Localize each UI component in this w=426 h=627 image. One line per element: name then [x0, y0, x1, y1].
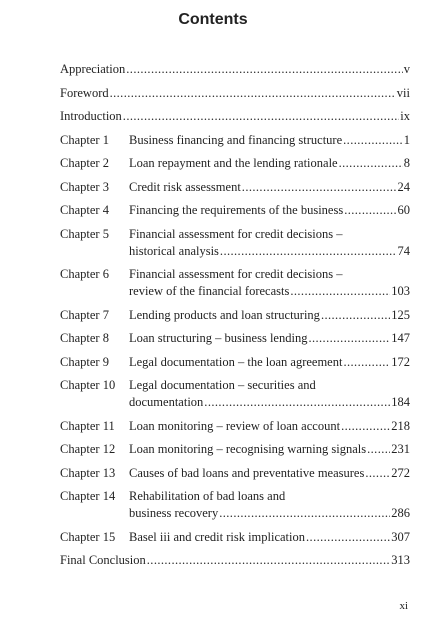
entry-title: Loan monitoring – review of loan account — [129, 418, 341, 433]
entry-title: Legal documentation – securities and — [129, 378, 316, 392]
dot-leader — [242, 179, 397, 196]
entry-page-number: v — [403, 62, 410, 76]
toc-entry — [60, 85, 410, 109]
chapter-label: Chapter 12 — [60, 442, 116, 456]
entry-title: Foreword — [60, 85, 109, 100]
toc-entry-line — [60, 354, 410, 371]
toc-entry-line — [60, 552, 410, 569]
entry-page-number: 286 — [391, 506, 410, 520]
toc-entry-line-continued — [60, 243, 410, 260]
entry-page-number: 60 — [397, 203, 410, 217]
entry-title: Loan monitoring – recognising warning signals — [129, 442, 367, 456]
toc-entry-line — [60, 529, 410, 546]
entry-title: Loan structuring – business lending — [129, 331, 308, 345]
toc-entry — [60, 354, 410, 378]
dot-leader — [308, 330, 390, 347]
page-number: xi — [399, 600, 408, 612]
entry-page-number: 125 — [391, 307, 410, 322]
toc-entry-line — [60, 179, 410, 196]
entry-page-number: 307 — [391, 529, 410, 544]
entry-page-number: 231 — [391, 442, 410, 456]
toc-entry — [60, 307, 410, 331]
entry-page-number: ix — [400, 109, 410, 123]
chapter-label: Chapter 13 — [60, 465, 116, 480]
entry-title: Financial assessment for credit decisions – — [129, 226, 343, 241]
entry-page-number: 313 — [391, 553, 410, 567]
toc-entry — [60, 529, 410, 553]
toc-entry-line — [60, 330, 410, 347]
toc-entry — [60, 132, 410, 156]
chapter-label: Chapter 4 — [60, 203, 109, 217]
toc-entry — [60, 488, 410, 529]
table-of-contents — [60, 61, 410, 576]
entry-page-number: 218 — [391, 418, 410, 433]
dot-leader — [321, 307, 390, 324]
toc-entry — [60, 155, 410, 179]
chapter-label: Chapter 5 — [60, 226, 109, 241]
entry-page-number: 74 — [397, 243, 410, 258]
toc-entry-line — [60, 155, 410, 172]
toc-entry-line-continued — [60, 283, 410, 300]
dot-leader — [204, 394, 390, 411]
dot-leader — [290, 283, 390, 300]
chapter-label: Chapter 10 — [60, 378, 116, 392]
entry-title: Legal documentation – the loan agreement — [129, 354, 343, 369]
chapter-label: Chapter 14 — [60, 489, 116, 503]
toc-entry-line — [60, 61, 410, 78]
entry-page-number: 147 — [391, 331, 410, 345]
chapter-label: Chapter 15 — [60, 529, 116, 544]
toc-entry — [60, 418, 410, 442]
chapter-label: Chapter 11 — [60, 418, 115, 433]
toc-entry — [60, 202, 410, 226]
chapter-label: Chapter 2 — [60, 156, 109, 170]
entry-title: Appreciation — [60, 62, 126, 76]
toc-entry-line — [60, 132, 410, 149]
toc-entry-line-continued — [60, 505, 410, 522]
toc-entry-line — [60, 226, 410, 243]
toc-entry-line — [60, 441, 410, 458]
dot-leader — [126, 61, 402, 78]
dot-leader — [344, 202, 396, 219]
chapter-label: Chapter 6 — [60, 267, 109, 281]
toc-entry — [60, 552, 410, 576]
toc-entry — [60, 465, 410, 489]
toc-entry-line — [60, 418, 410, 435]
chapter-label: Chapter 8 — [60, 331, 109, 345]
dot-leader — [367, 441, 390, 458]
toc-entry — [60, 226, 410, 267]
toc-entry-line — [60, 266, 410, 283]
toc-entry — [60, 179, 410, 203]
toc-entry-line-continued — [60, 394, 410, 411]
toc-entry-line — [60, 307, 410, 324]
dot-leader — [219, 505, 390, 522]
entry-title: Lending products and loan structuring — [129, 307, 320, 322]
entry-page-number: 172 — [391, 354, 410, 369]
toc-entry — [60, 61, 410, 85]
toc-entry — [60, 108, 410, 132]
entry-title: Business financing and financing structure — [129, 132, 343, 147]
dot-leader — [123, 108, 399, 125]
entry-page-number: 1 — [403, 132, 410, 147]
page-title: Contents — [178, 11, 248, 28]
entry-page-number: 272 — [391, 465, 410, 480]
toc-entry-line — [60, 465, 410, 482]
entry-page-number: 24 — [397, 179, 410, 194]
toc-entry — [60, 330, 410, 354]
toc-entry-line — [60, 85, 410, 102]
dot-leader — [220, 243, 397, 260]
entry-title: Introduction — [60, 109, 122, 123]
entry-title: Rehabilitation of bad loans and — [129, 489, 286, 503]
entry-title: Basel iii and credit risk implication — [129, 529, 306, 544]
entry-title-continued: review of the financial forecasts — [129, 284, 290, 298]
entry-title: Financing the requirements of the business — [129, 203, 344, 217]
chapter-label: Chapter 1 — [60, 132, 109, 147]
dot-leader — [110, 85, 396, 102]
entry-title: Causes of bad loans and preventative measures — [129, 465, 365, 480]
toc-entry-line — [60, 488, 410, 505]
chapter-label: Chapter 9 — [60, 354, 109, 369]
dot-leader — [343, 132, 403, 149]
dot-leader — [147, 552, 390, 569]
toc-entry — [60, 377, 410, 418]
dot-leader — [339, 155, 403, 172]
dot-leader — [365, 465, 390, 482]
toc-entry — [60, 441, 410, 465]
entry-page-number: 103 — [391, 284, 410, 298]
toc-entry-line — [60, 108, 410, 125]
toc-entry-line — [60, 377, 410, 394]
entry-title-continued: business recovery — [129, 506, 219, 520]
entry-title: Loan repayment and the lending rationale — [129, 156, 338, 170]
entry-page-number: 184 — [391, 395, 410, 409]
chapter-label: Chapter 3 — [60, 179, 109, 194]
entry-page-number: 8 — [403, 156, 410, 170]
toc-entry-line — [60, 202, 410, 219]
entry-title-continued: historical analysis — [129, 243, 219, 258]
dot-leader — [341, 418, 390, 435]
toc-entry — [60, 266, 410, 307]
dot-leader — [343, 354, 390, 371]
dot-leader — [306, 529, 390, 546]
entry-title: Final Conclusion — [60, 553, 146, 567]
entry-title-continued: documentation — [129, 395, 204, 409]
entry-title: Credit risk assessment — [129, 179, 241, 194]
entry-page-number: vii — [396, 85, 410, 100]
chapter-label: Chapter 7 — [60, 307, 109, 322]
entry-title: Financial assessment for credit decisions – — [129, 267, 343, 281]
